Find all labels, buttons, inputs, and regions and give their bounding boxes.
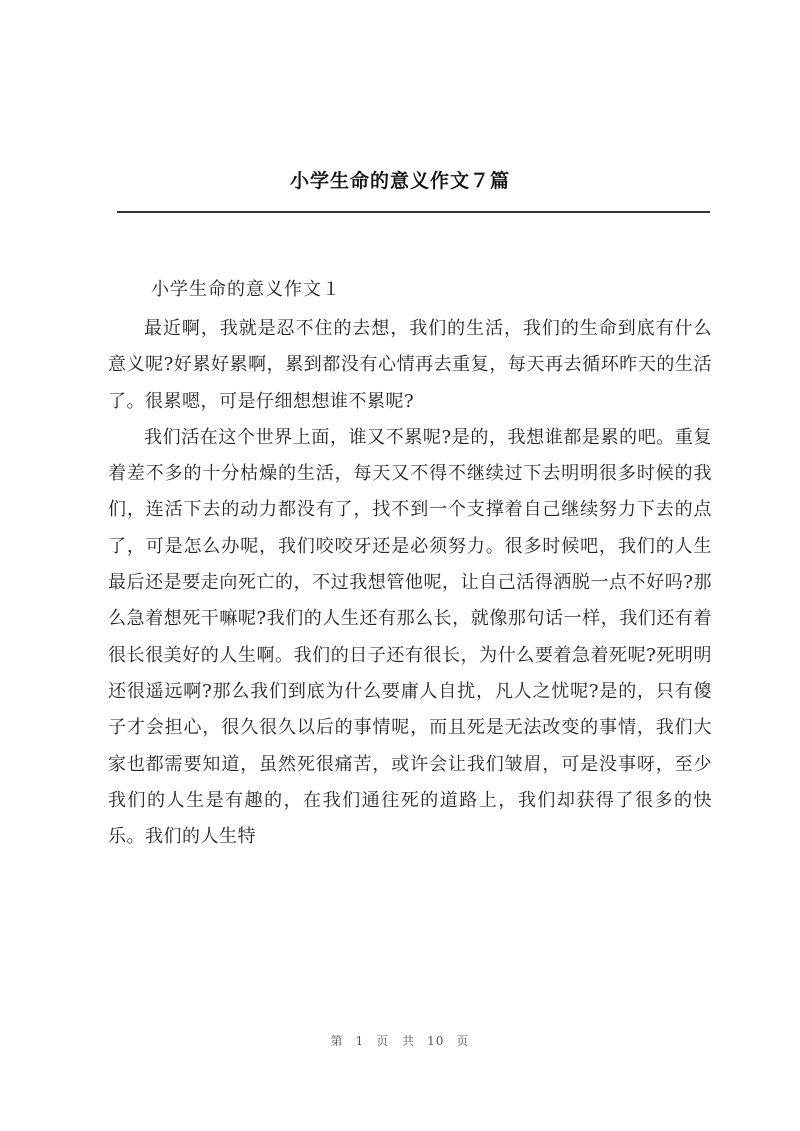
paragraph-2: 我们活在这个世界上面，谁又不累呢?是的，我想谁都是累的吧。重复着差不多的十分枯燥的生活，每天又不得不继续过下去明明很多时候的我们，连活下去的动力都没有了，找不到一个支撑着自己继续努力下去的点了，可是怎么办呢，我们咬咬牙还是必须努力。很多时候吧，我们的人生最后还是要走向死亡的，不过我想管他呢，让自己活得洒脱一点不好吗?那么急着想死干嘛呢?我们的人生还有那么长，就像那句话一样，我们还有着很长很美好的人生啊。我们的日子还有很长，为什么要着急着死呢?死明明还很遥远啊?那么我们到底为什么要庸人自扰，凡人之忧呢?是的，只有傻子才会担心，很久很久以后的事情呢，而且死是无法改变的事情，我们大家也都需要知道，虽然死很痛苦，或许会让我们皱眉，可是没事呀，至少我们的人生是有趣的，在我们通往死的道路上，我们却获得了很多的快乐。我们的人生特 (108, 426, 712, 848)
footer-total-pages: 10 (427, 1034, 445, 1048)
page-footer (0, 1032, 800, 1049)
section-heading: 小学生命的意义作文１ (151, 279, 341, 300)
footer-label-page: 第 (330, 1034, 344, 1048)
title-underline-divider (117, 211, 710, 213)
paragraph-1: 最近啊，我就是忍不住的去想，我们的生活，我们的生命到底有什么意义呢?好累好累啊，累到都没有心情再去重复，每天再去循环昨天的生活了。很累嗯，可是仔细想想谁不累呢? (108, 318, 712, 412)
footer-label-pages: 页 (456, 1034, 470, 1048)
document-title: 小学生命的意义作文７篇 (289, 170, 510, 192)
body-text (108, 311, 712, 855)
footer-current-page: 1 (355, 1034, 365, 1048)
footer-label-of: 页 共 (376, 1034, 416, 1048)
